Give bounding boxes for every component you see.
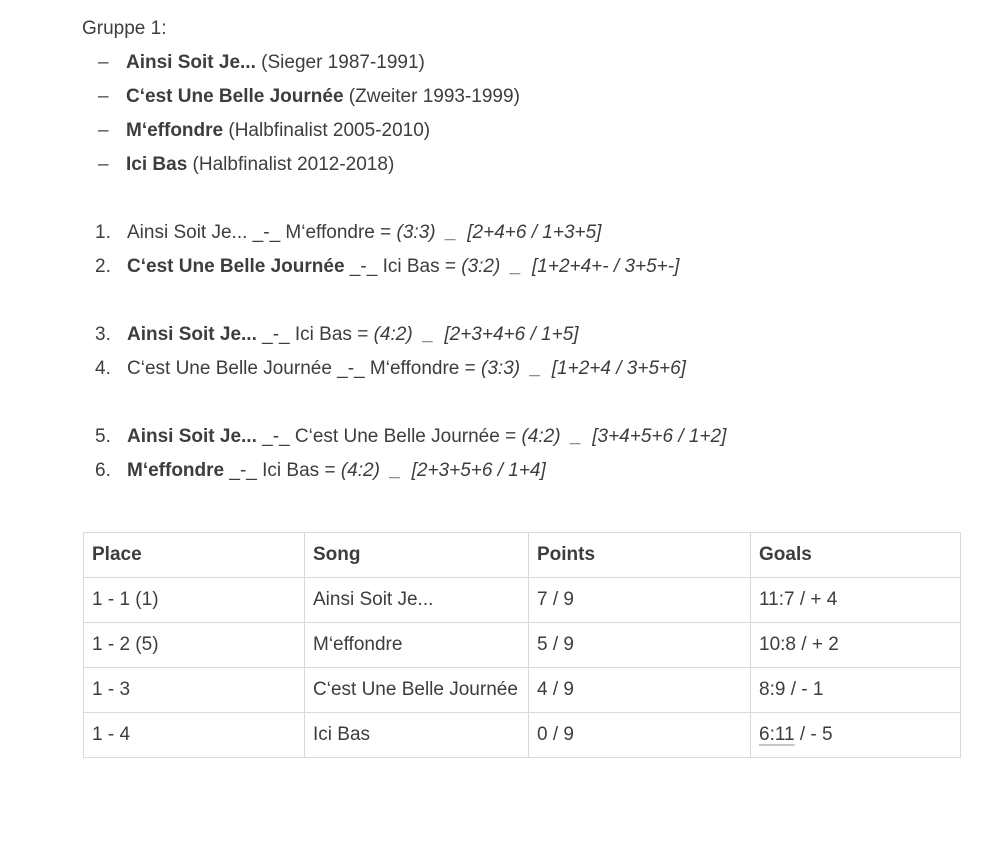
cell-song: M‘effondre <box>305 623 529 668</box>
song-list-item <box>82 114 980 148</box>
away-song: C‘est Une Belle Journée <box>294 426 500 447</box>
spacer: _ <box>435 222 468 243</box>
match-result-3 <box>82 318 980 352</box>
song-achievement: (Halbfinalist 2005-2010) <box>223 120 431 141</box>
song-name: C‘est Une Belle Journée <box>126 86 344 107</box>
song-name: M‘effondre <box>126 120 224 141</box>
song-achievement: (Zweiter 1993-1999) <box>343 86 520 107</box>
cell-points: 4 / 9 <box>529 668 751 713</box>
underlined-goals: 6:11 <box>759 724 795 745</box>
spacer: _ <box>520 358 552 379</box>
cell-song: Ici Bas <box>305 713 529 758</box>
blank-line <box>82 386 980 420</box>
score: (4:2) <box>521 426 561 447</box>
away-song: M‘effondre <box>285 222 375 243</box>
match-result-1 <box>82 216 980 250</box>
goal-breakdown: [1+2+4 / 3+5+6] <box>551 358 686 379</box>
away-song: M‘effondre <box>369 358 460 379</box>
separator: _-_ <box>256 426 295 447</box>
dash-bullet: – <box>98 86 109 107</box>
home-song: C‘est Une Belle Journée <box>127 358 332 379</box>
separator: _-_ <box>256 324 295 345</box>
song-achievement: (Halbfinalist 2012-2018) <box>187 154 395 175</box>
cell-place: 1 - 3 <box>84 668 305 713</box>
spacer: _ <box>560 426 593 447</box>
goal-breakdown: [2+3+5+6 / 1+4] <box>411 460 546 481</box>
home-song: C‘est Une Belle Journée <box>127 256 345 277</box>
page-title: Gruppe 1: <box>82 18 167 39</box>
goal-breakdown: [2+3+4+6 / 1+5] <box>444 324 579 345</box>
equals-sign: = <box>439 256 462 277</box>
table-header-row <box>84 533 961 578</box>
cell-goals: 8:9 / - 1 <box>751 668 961 713</box>
away-song: Ici Bas <box>262 460 320 481</box>
song-entry <box>126 148 394 182</box>
dash-bullet: – <box>98 52 109 73</box>
match-result-4 <box>82 352 980 386</box>
equals-sign: = <box>459 358 482 379</box>
cell-points: 5 / 9 <box>529 623 751 668</box>
column-header-goals: Goals <box>751 533 961 578</box>
table-row <box>84 578 961 623</box>
table-row <box>84 668 961 713</box>
song-list-item <box>82 46 980 80</box>
column-header-points: Points <box>529 533 751 578</box>
score: (3:3) <box>396 222 436 243</box>
cell-place: 1 - 1 (1) <box>84 578 305 623</box>
separator: _-_ <box>247 222 286 243</box>
equals-sign: = <box>374 222 397 243</box>
match-results <box>82 216 980 488</box>
match-number: 3. <box>95 324 111 345</box>
match-number: 2. <box>95 256 111 277</box>
score: (3:2) <box>461 256 501 277</box>
song-list <box>82 46 980 182</box>
table-row <box>84 623 961 668</box>
home-song: M‘effondre <box>127 460 225 481</box>
table-row <box>84 713 961 758</box>
home-song: Ainsi Soit Je... <box>127 222 248 243</box>
cell-goals: 11:7 / + 4 <box>751 578 961 623</box>
cell-place: 1 - 2 (5) <box>84 623 305 668</box>
match-number: 4. <box>95 358 111 379</box>
column-header-song: Song <box>305 533 529 578</box>
match-number: 5. <box>95 426 111 447</box>
match-result-5 <box>82 420 980 454</box>
separator: _-_ <box>344 256 383 277</box>
song-achievement: (Sieger 1987-1991) <box>255 52 425 73</box>
song-list-item <box>82 148 980 182</box>
goals-rest: / - 5 <box>794 724 833 745</box>
spacer: _ <box>412 324 445 345</box>
away-song: Ici Bas <box>382 256 440 277</box>
dash-bullet: – <box>98 154 109 175</box>
cell-points: 0 / 9 <box>529 713 751 758</box>
score: (4:2) <box>340 460 380 481</box>
home-song: Ainsi Soit Je... <box>127 426 257 447</box>
song-entry <box>126 80 520 114</box>
match-result-6 <box>82 454 980 488</box>
cell-points: 7 / 9 <box>529 578 751 623</box>
score: (4:2) <box>373 324 413 345</box>
blank-line <box>82 284 980 318</box>
goal-breakdown: [3+4+5+6 / 1+2] <box>592 426 727 447</box>
blank-line <box>82 182 980 216</box>
song-entry <box>126 114 430 148</box>
cell-goals <box>751 713 961 758</box>
column-header-place: Place <box>84 533 305 578</box>
match-result-2 <box>82 250 980 284</box>
results-table <box>83 532 961 758</box>
equals-sign: = <box>351 324 374 345</box>
home-song: Ainsi Soit Je... <box>127 324 257 345</box>
cell-song: Ainsi Soit Je... <box>305 578 529 623</box>
goal-breakdown: [2+4+6 / 1+3+5] <box>467 222 602 243</box>
cell-goals: 10:8 / + 2 <box>751 623 961 668</box>
match-number: 6. <box>95 460 111 481</box>
cell-song: C‘est Une Belle Journée <box>305 668 529 713</box>
equals-sign: = <box>319 460 341 481</box>
separator: _-_ <box>224 460 263 481</box>
separator: _-_ <box>331 358 370 379</box>
cell-place: 1 - 4 <box>84 713 305 758</box>
song-name: Ici Bas <box>126 154 188 175</box>
song-list-item <box>82 80 980 114</box>
score: (3:3) <box>481 358 521 379</box>
spacer: _ <box>500 256 533 277</box>
match-number: 1. <box>95 222 111 243</box>
song-entry <box>126 46 425 80</box>
song-name: Ainsi Soit Je... <box>126 52 256 73</box>
dash-bullet: – <box>98 120 109 141</box>
equals-sign: = <box>499 426 522 447</box>
away-song: Ici Bas <box>294 324 352 345</box>
spacer: _ <box>379 460 412 481</box>
goal-breakdown: [1+2+4+- / 3+5+-] <box>532 256 680 277</box>
